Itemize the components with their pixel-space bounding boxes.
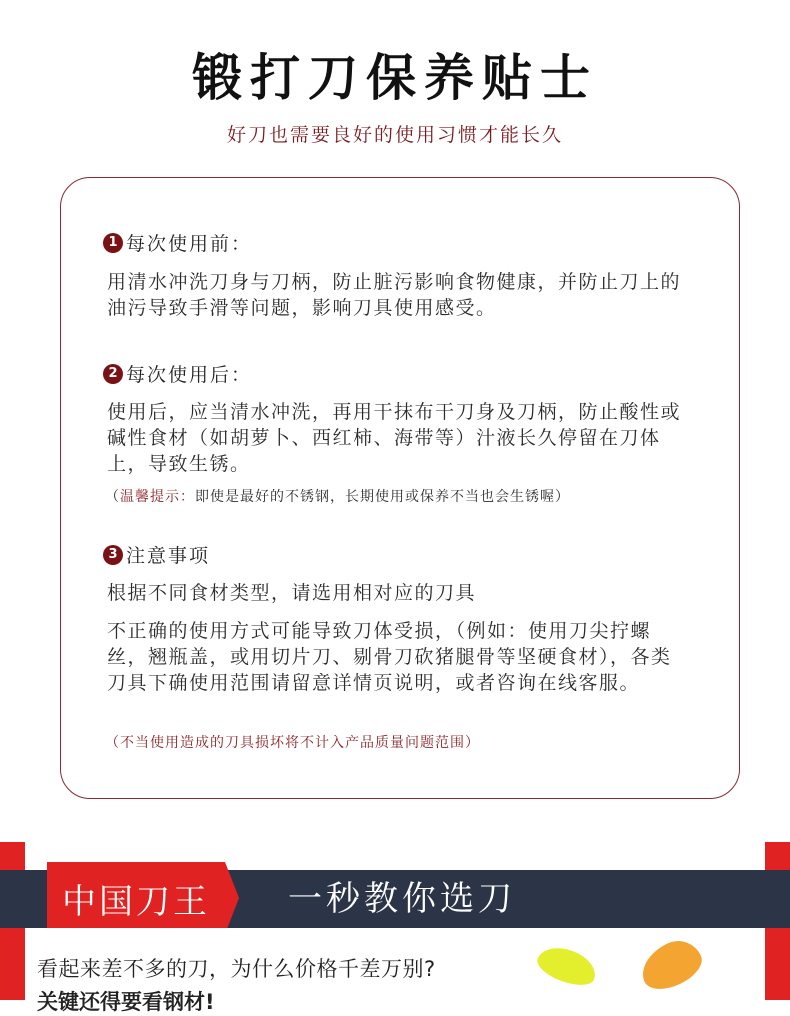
question-text-2: 关键还得要看钢材! bbox=[37, 990, 215, 1014]
banner-slogan: 一秒教你选刀 bbox=[288, 879, 516, 919]
question-text: 看起来差不多的刀，为什么价格千差万别? bbox=[37, 957, 436, 981]
number-badge-2: 2 bbox=[103, 364, 123, 384]
section-paragraph: 使用后，应当清水冲洗，再用干抹布干刀身及刀柄，防止酸性或碱性食材（如胡萝卜、西红柿、海带等）汁液长久停留在刀体上，导致生锈。 bbox=[107, 401, 682, 475]
warm-tip-note bbox=[105, 486, 570, 506]
note-open-paren: （ bbox=[105, 489, 120, 505]
number-badge-1: 1 bbox=[103, 233, 123, 253]
section-paragraph: 用清水冲洗刀身与刀柄，防止脏污影响食物健康，并防止刀上的油污导致手滑等问题，影响刀具使用感受。 bbox=[107, 271, 682, 319]
page-subtitle: 好刀也需要良好的使用习惯才能长久 bbox=[226, 124, 563, 146]
brand-tag-arrow bbox=[225, 862, 239, 934]
section-heading-after-use bbox=[103, 360, 252, 387]
section-paragraph: 不正确的使用方式可能导致刀体受损，（例如：使用刀尖拧螺丝，翘瓶盖，或用切片刀、剔骨刀砍猪腿骨等坚硬食材），各类刀具下确使用范围请留意详情页说明，或者咨询在线客服。 bbox=[107, 620, 672, 694]
warm-tip-label: 温馨提示： bbox=[120, 489, 195, 505]
warm-tip-text: 即使是最好的不锈钢，长期使用或保养不当也会生锈喔） bbox=[195, 489, 570, 505]
page-title: 锻打刀保养贴士 bbox=[192, 49, 598, 107]
section-paragraph: 根据不同食材类型，请选用相对应的刀具 bbox=[107, 582, 477, 604]
section-heading-notes bbox=[103, 541, 210, 568]
section-heading-label: 每次使用后： bbox=[126, 364, 253, 386]
section-heading-label: 每次使用前： bbox=[126, 233, 253, 255]
section-gap bbox=[0, 800, 790, 842]
section-heading-before-use bbox=[103, 229, 252, 256]
disclaimer-note: （不当使用造成的刀具损坏将不计入产品质量问题范围） bbox=[105, 735, 480, 751]
number-badge-3: 3 bbox=[103, 545, 123, 565]
brand-tag: 中国刀王 bbox=[47, 862, 225, 934]
section-heading-label: 注意事项 bbox=[126, 545, 211, 567]
